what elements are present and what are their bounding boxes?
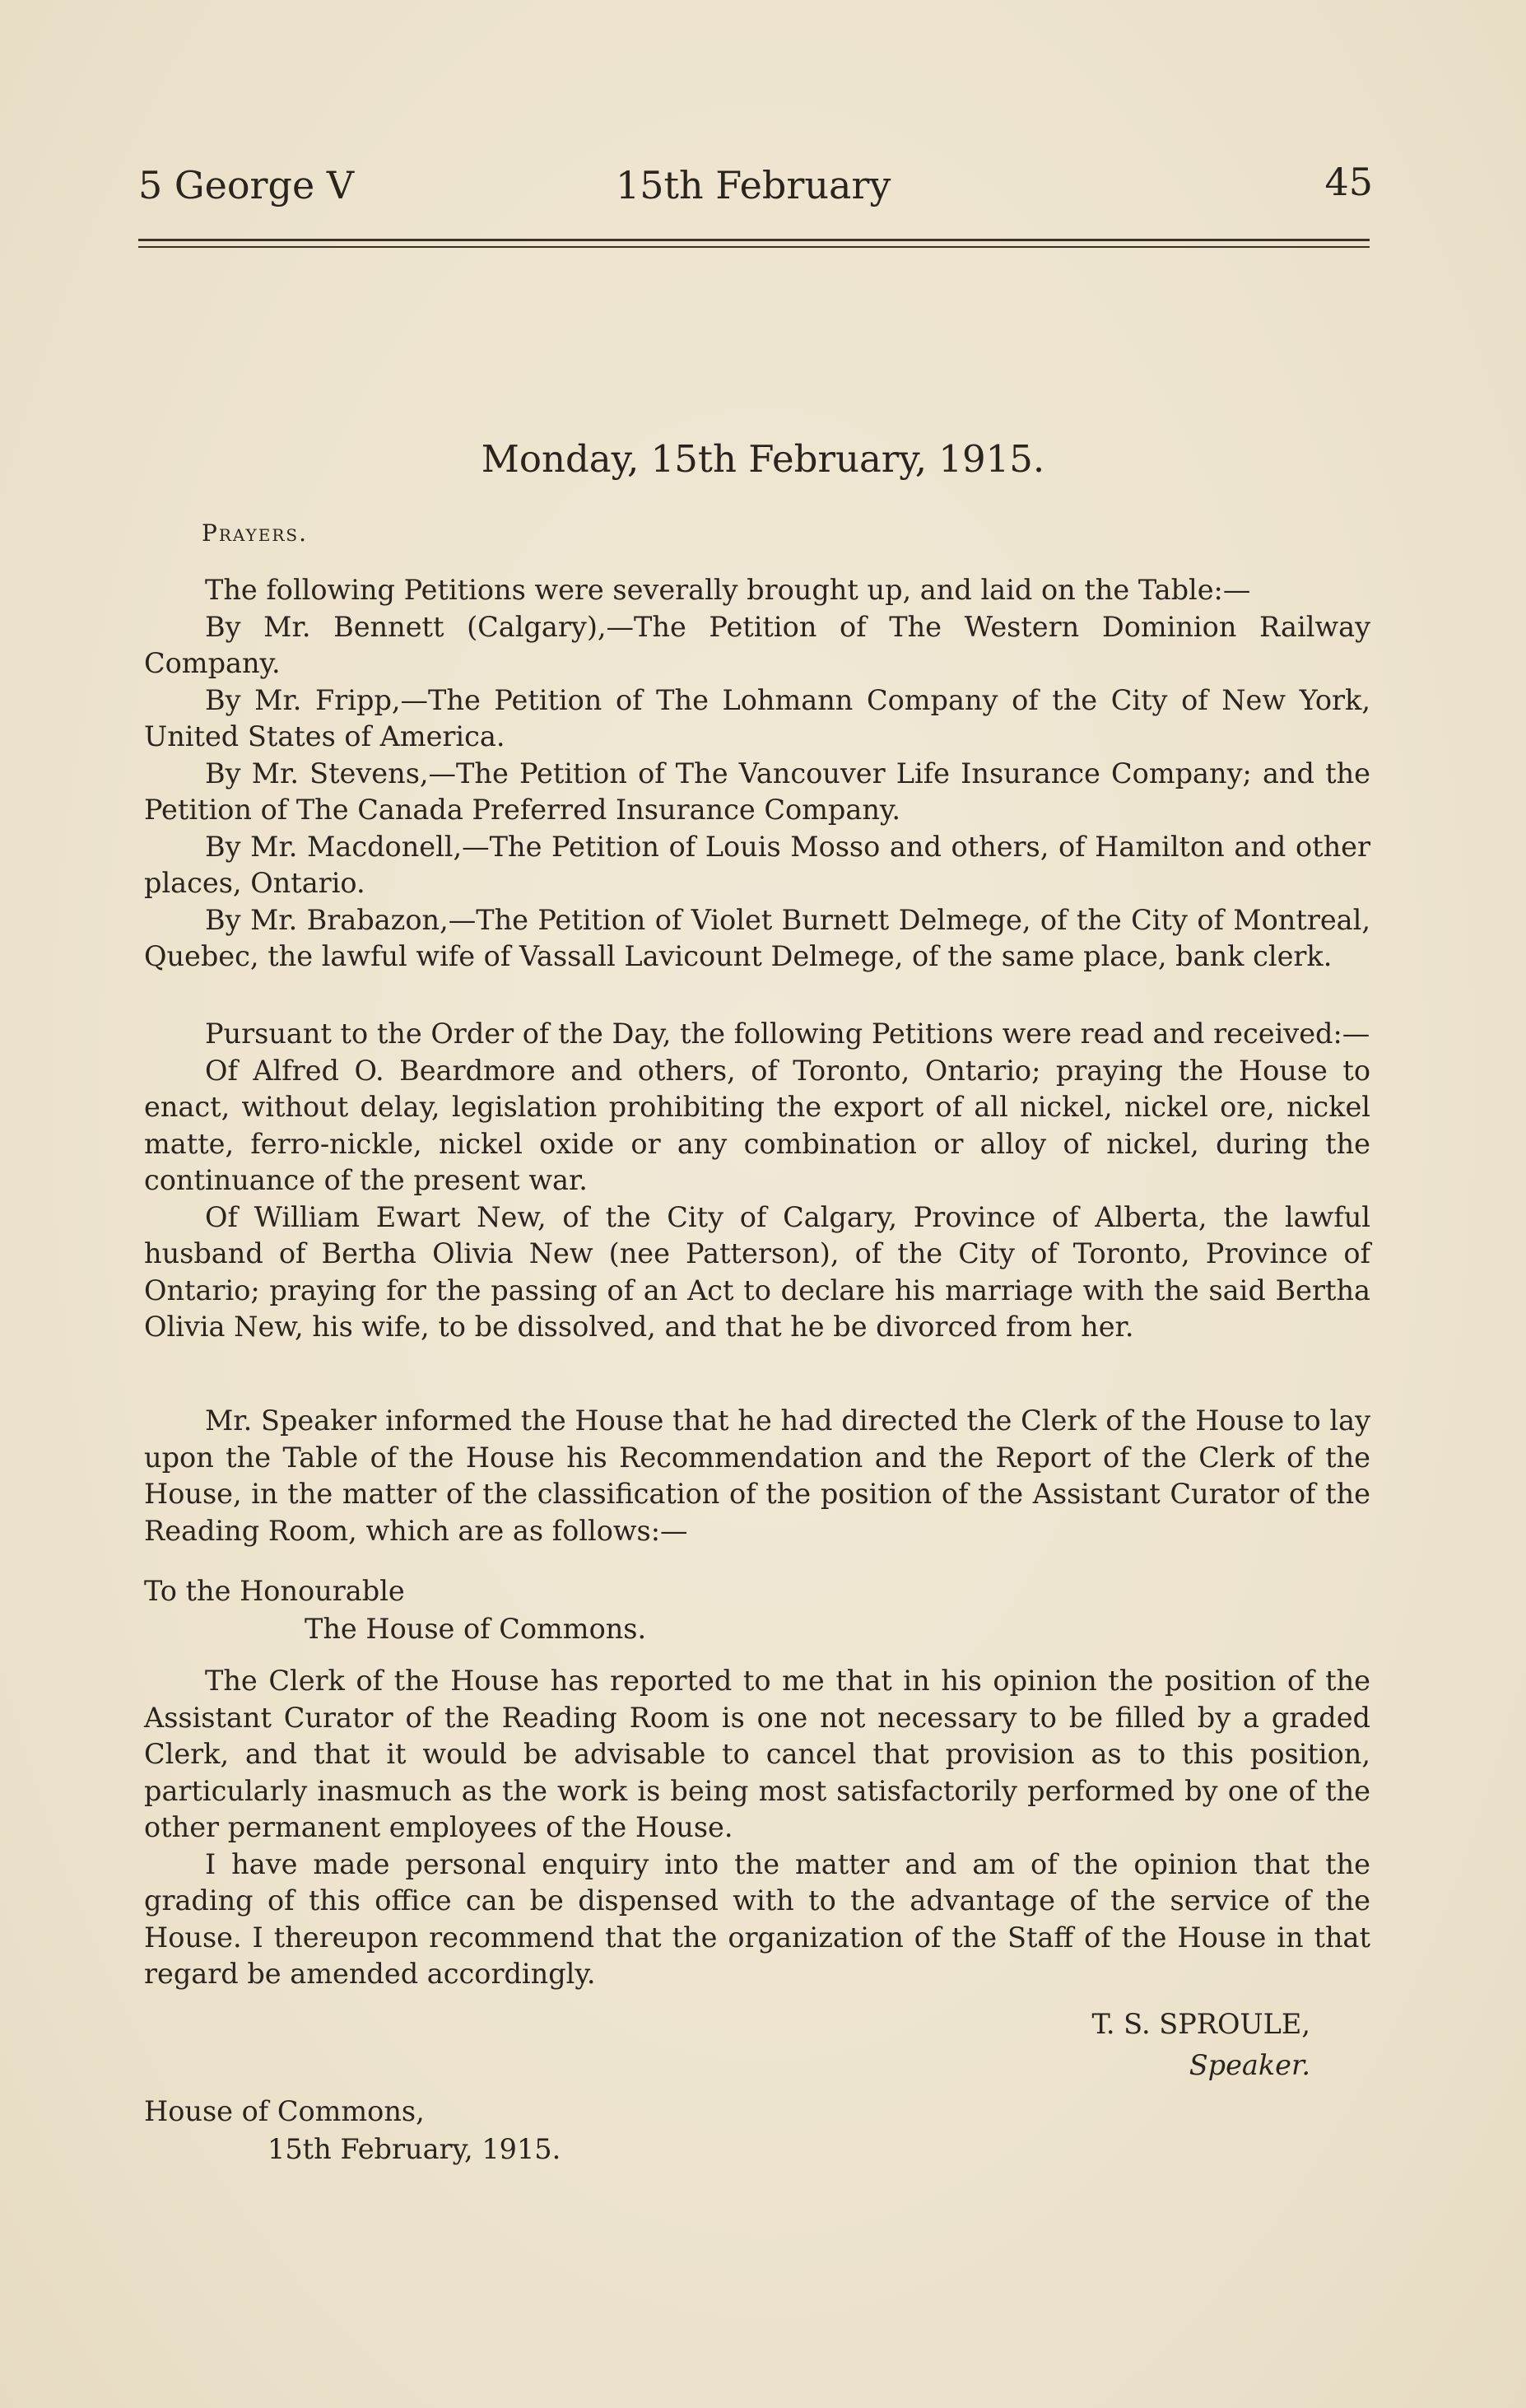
header-rule-bottom xyxy=(138,246,1370,248)
paragraph: By Mr. Stevens,—The Petition of The Vancouver Life Insurance Company; and the Petition of The Canada Preferred Insurance Company. xyxy=(144,757,1370,826)
date-line: 15th February, 1915. xyxy=(268,2133,561,2165)
paragraph: Pursuant to the Order of the Day, the following Petitions were read and received:— xyxy=(205,1018,1370,1050)
paragraph: Of William Ewart New, of the City of Calgary, Province of Alberta, the lawful husband of Bertha Olivia New (nee Patterson), of the City of Toronto, Province of Ontario; praying for the passing of an Act to declare his marriage with the said Bertha Olivia New, his wife, to be dissolved, and that he be divorced from her. xyxy=(144,1200,1370,1343)
paragraph: By Mr. Fripp,—The Petition of The Lohmann Company of the City of New York, United States of America. xyxy=(144,683,1370,752)
address-line: To the Honourable xyxy=(144,1575,405,1607)
signatory-title: Speaker. xyxy=(1189,2049,1310,2081)
page-number: 45 xyxy=(1324,160,1373,204)
header-rule-top xyxy=(138,239,1370,241)
petitions-presented-section xyxy=(144,572,1370,976)
paragraph: I have made personal enquiry into the matter and am of the opinion that the grading of this office can be dispensed with to the advantage of the service of the House. I thereupon recommend that the organization of the Staff of the House in that regard be amended accordingly. xyxy=(144,1847,1370,1990)
paragraph: The following Petitions were severally brought up, and laid on the Table:— xyxy=(205,574,1251,606)
paragraph: Of Alfred O. Beardmore and others, of Toronto, Ontario; praying the House to enact, without delay, legislation prohibiting the export of all nickel, nickel ore, nickel matte, ferro-nickle, nickel oxide or any combination or alloy of nickel, during the continuance of the present war. xyxy=(144,1054,1370,1196)
prayers-heading: Prayers. xyxy=(202,519,308,547)
page-header xyxy=(138,156,1373,214)
place-date-block xyxy=(144,2093,561,2168)
sitting-date-title: Monday, 15th February, 1915. xyxy=(481,437,1045,481)
address-block xyxy=(144,1572,646,1648)
recommendation-section xyxy=(144,1663,1370,1993)
address-line: The House of Commons. xyxy=(305,1613,647,1645)
paragraph: The Clerk of the House has reported to me that in his opinion the position of the Assistant Curator of the Reading Room is one not necessary to be filled by a graded Clerk, and that it would be advisable to cancel that provision as to this position, particularly inasmuch as the work is being most satisfactorily performed by one of the other permanent employees of the House. xyxy=(144,1665,1370,1843)
speaker-statement-section xyxy=(144,1403,1370,1549)
paragraph: By Mr. Macdonell,—The Petition of Louis Mosso and others, of Hamilton and other places, Ontario. xyxy=(144,830,1370,899)
paragraph: By Mr. Brabazon,—The Petition of Violet Burnett Delmege, of the City of Montreal, Quebec, the lawful wife of Vassall Lavicount Delmege, of the same place, bank clerk. xyxy=(144,903,1370,972)
signature-block xyxy=(1091,2005,1310,2084)
regnal-year: 5 George V xyxy=(138,163,355,207)
paragraph: Mr. Speaker informed the House that he had directed the Clerk of the House to lay upon the Table of the House his Recommendation and the Report of the Clerk of the House, in the matter of the classification of the position of the Assistant Curator of the Reading Room, which are as follows:— xyxy=(144,1404,1370,1547)
petitions-received-section xyxy=(144,1016,1370,1346)
signatory-name: T. S. SPROULE, xyxy=(1091,2008,1310,2040)
header-date: 15th February xyxy=(616,163,891,207)
place-line: House of Commons, xyxy=(144,2095,425,2127)
paragraph: By Mr. Bennett (Calgary),—The Petition of The Western Dominion Railway Company. xyxy=(144,610,1370,679)
